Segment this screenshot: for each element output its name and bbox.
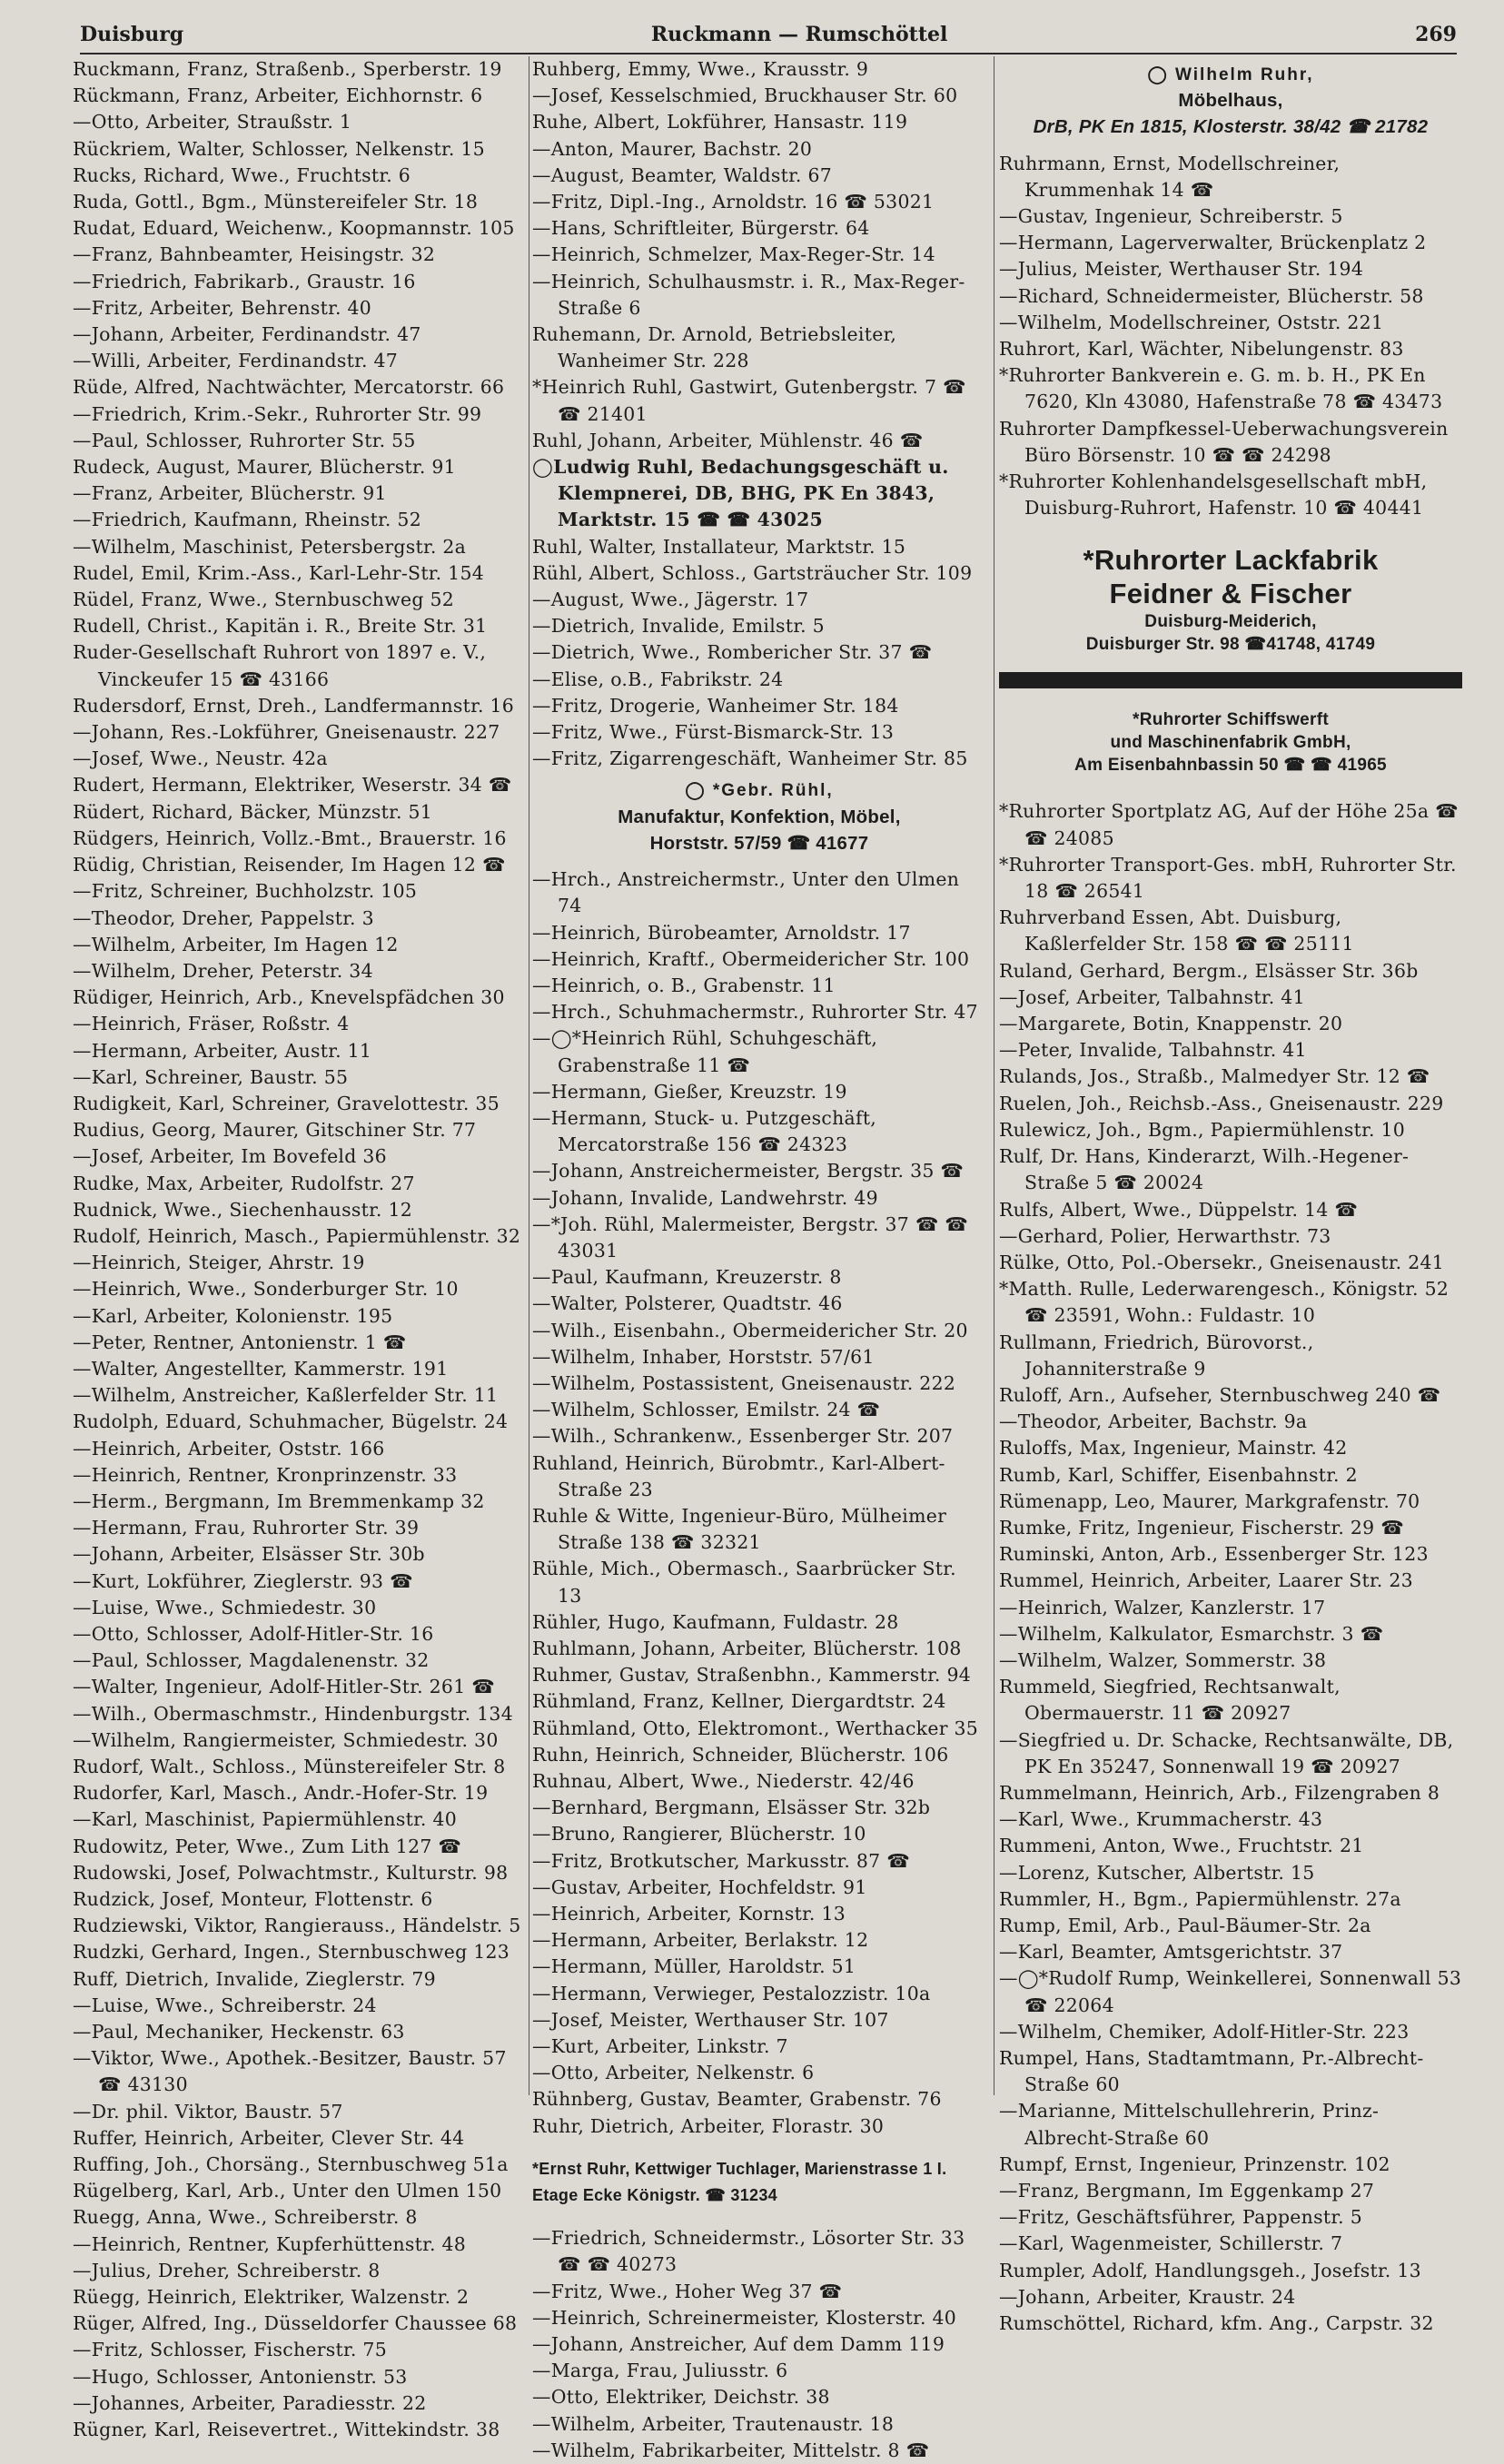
listing-entry: Rumpel, Hans, Stadtamtmann, Pr.-Albrecht-Straße 60 <box>999 2047 1424 2096</box>
listing-entry: —Theodor, Dreher, Pappelstr. 3 <box>73 906 374 929</box>
listing-entry: Rudorfer, Karl, Masch., Andr.-Hofer-Str. 19 <box>73 1782 489 1805</box>
listing-entry: —Bruno, Rangierer, Blücherstr. 10 <box>532 1823 866 1846</box>
listing-entry: Rumke, Fritz, Ingenieur, Fischerstr. 29 ☎ <box>999 1516 1404 1539</box>
advert-line: Duisburg-Meiderich, <box>1144 612 1317 632</box>
listing-entry: Rudke, Max, Arbeiter, Rudolfstr. 27 <box>73 1172 415 1194</box>
listing-entry: —Anton, Maurer, Bachstr. 20 <box>532 137 813 160</box>
advert-title: ◯ Wilhelm Ruhr, <box>1147 65 1314 84</box>
listing-entry: —Karl, Schreiner, Baustr. 55 <box>73 1065 349 1088</box>
listing-entry: Rudell, Christ., Kapitän i. R., Breite Str. 31 <box>73 615 488 638</box>
listing-entry: Rühl, Albert, Schloss., Gartsträucher Str. 109 <box>532 561 973 584</box>
listing-entry: Ruda, Gottl., Bgm., Münstereifeler Str. 18 <box>73 191 479 213</box>
listing-entry: —Fritz, Zigarrengeschäft, Wanheimer Str. 85 <box>532 747 968 770</box>
listing-entry: —Hans, Schriftleiter, Bürgerstr. 64 <box>532 217 870 240</box>
listing-entry: —Theodor, Arbeiter, Bachstr. 9a <box>999 1410 1308 1433</box>
listing-entry: —Peter, Rentner, Antonienstr. 1 ☎ <box>73 1331 407 1353</box>
listing-entry: Rüdig, Christian, Reisender, Im Hagen 12 ☎ <box>73 854 506 876</box>
advert-title: *Ruhrorter Lackfabrik <box>1083 544 1379 577</box>
listing-entry: —Franz, Bergmann, Im Eggenkamp 27 <box>999 2180 1375 2202</box>
listing-entry: —Dietrich, Invalide, Emilstr. 5 <box>532 615 825 638</box>
listing-entry: —Josef, Arbeiter, Talbahnstr. 41 <box>999 985 1305 1008</box>
listing-entry: —Otto, Arbeiter, Nelkenstr. 6 <box>532 2062 815 2084</box>
listing-entry: Rüdel, Franz, Wwe., Sternbuschweg 52 <box>73 589 455 611</box>
advert-line: Duisburger Str. 98 ☎41748, 41749 <box>1085 635 1376 655</box>
listing-entry: —Johann, Res.-Lokführer, Gneisenaustr. 227 <box>73 721 500 744</box>
entry-list <box>999 798 1462 2337</box>
listing-entry: —Viktor, Wwe., Apothek.-Besitzer, Baustr. 57 ☎ 43130 <box>73 2047 507 2096</box>
listing-entry: Rudel, Emil, Krim.-Ass., Karl-Lehr-Str. 154 <box>73 561 484 584</box>
listing-entry: —Fritz, Arbeiter, Behrenstr. 40 <box>73 296 372 319</box>
listing-entry: —Gustav, Arbeiter, Hochfeldstr. 91 <box>532 1875 867 1898</box>
advert-line: Möbelhaus, <box>1178 91 1283 112</box>
listing-entry: Ruffing, Joh., Chorsäng., Sternbuschweg 51a <box>73 2153 509 2176</box>
listing-entry: —Wilhelm, Kalkulator, Esmarchstr. 3 ☎ <box>999 1622 1384 1645</box>
listing-entry: —Heinrich, Wwe., Sonderburger Str. 10 <box>73 1278 459 1301</box>
listing-entry: Rüdgers, Heinrich, Vollz.-Bmt., Brauerstr. 16 <box>73 826 507 849</box>
listing-entry: Rudolph, Eduard, Schuhmacher, Bügelstr. 24 <box>73 1410 509 1433</box>
listing-entry: Rullmann, Friedrich, Bürovorst., Johanniterstraße 9 <box>999 1331 1314 1380</box>
listing-entry: Rückmann, Franz, Arbeiter, Eichhornstr. 6 <box>73 84 483 107</box>
listing-entry: Rüdiger, Heinrich, Arb., Knevelspfädchen 30 <box>73 986 505 1009</box>
spacer <box>999 777 1462 798</box>
listing-entry: Rulewicz, Joh., Bgm., Papiermühlenstr. 10 <box>999 1118 1406 1141</box>
listing-entry: —Wilhelm, Modellschreiner, Oststr. 221 <box>999 311 1384 333</box>
column-3 <box>999 56 1462 2335</box>
listing-entry: —Hermann, Stuck- u. Putzgeschäft, Mercatorstraße 156 ☎ 24323 <box>532 1106 877 1156</box>
listing-entry: —Hrch., Anstreichermstr., Unter den Ulmen 74 <box>532 868 960 917</box>
listing-entry: Ruhr, Dietrich, Arbeiter, Florastr. 30 <box>532 2114 885 2137</box>
listing-entry: —Johannes, Arbeiter, Paradiesstr. 22 <box>73 2391 427 2414</box>
listing-entry: Rudzki, Gerhard, Ingen., Sternbuschweg 123 <box>73 1941 510 1964</box>
listing-entry: —Herm., Bergmann, Im Bremmenkamp 32 <box>73 1489 485 1512</box>
listing-entry: Ruhle & Witte, Ingenieur-Büro, Mülheimer Straße 138 ☎ 32321 <box>532 1504 947 1554</box>
listing-entry: —Josef, Kesselschmied, Bruckhauser Str. 60 <box>532 84 958 107</box>
listing-entry: Rumpf, Ernst, Ingenieur, Prinzenstr. 102 <box>999 2152 1390 2175</box>
listing-entry: —Heinrich, Arbeiter, Oststr. 166 <box>73 1437 385 1460</box>
listing-entry: —Wilhelm, Arbeiter, Im Hagen 12 <box>73 933 399 955</box>
listing-entry: —Karl, Wwe., Krummacherstr. 43 <box>999 1808 1323 1831</box>
header-city: Duisburg <box>80 23 184 46</box>
listing-entry: —Karl, Maschinist, Papiermühlenstr. 40 <box>73 1808 458 1831</box>
listing-entry: —Peter, Invalide, Talbahnstr. 41 <box>999 1039 1307 1062</box>
listing-entry: —Richard, Schneidermeister, Blücherstr. 58 <box>999 284 1424 307</box>
listing-entry: —Walter, Ingenieur, Adolf-Hitler-Str. 261 ☎ <box>73 1676 495 1698</box>
listing-entry: Ruckmann, Franz, Straßenb., Sperberstr. 19 <box>73 58 502 80</box>
listing-entry: Rühle, Mich., Obermasch., Saarbrücker Str. 13 <box>532 1558 956 1607</box>
listing-entry: *Ruhrorter Kohlenhandelsgesellschaft mbH, Duisburg-Ruhrort, Hafenstr. 10 ☎ 40441 <box>999 470 1428 520</box>
listing-entry: Ruhrmann, Ernst, Modellschreiner, Krummenhak 14 ☎ <box>999 152 1341 201</box>
listing-entry: —Walter, Polsterer, Quadtstr. 46 <box>532 1292 843 1315</box>
listing-entry: —Fritz, Dipl.-Ing., Arnoldstr. 16 ☎ 53021 <box>532 191 935 213</box>
listing-entry: Ruloffs, Max, Ingenieur, Mainstr. 42 <box>999 1437 1348 1460</box>
listing-entry: —Kurt, Arbeiter, Linkstr. 7 <box>532 2035 788 2058</box>
advert-title: Feidner & Fischer <box>1109 578 1352 610</box>
advert-line: Manufaktur, Konfektion, Möbel, <box>618 806 901 827</box>
entry-list <box>532 2225 986 2464</box>
listing-entry: —Franz, Bahnbeamter, Heisingstr. 32 <box>73 243 436 266</box>
listing-entry: —◯*Rudolf Rump, Weinkellerei, Sonnenwall 53 ☎ 22064 <box>999 1967 1462 2016</box>
listing-entry: —August, Beamter, Waldstr. 67 <box>532 163 833 186</box>
spacer <box>532 2140 986 2156</box>
listing-entry: Rulf, Dr. Hans, Kinderarzt, Wilh.-Hegener-Straße 5 ☎ 20024 <box>999 1145 1410 1194</box>
listing-entry: Ruhnau, Albert, Wwe., Niederstr. 42/46 <box>532 1770 915 1792</box>
listing-entry: *Matth. Rulle, Lederwarengesch., Königstr. 52 ☎ 23591, Wohn.: Fuldastr. 10 <box>999 1278 1450 1327</box>
listing-entry: *Ruhrorter Bankverein e. G. m. b. H., PK En 7620, Kln 43080, Hafenstraße 78 ☎ 43473 <box>999 364 1443 413</box>
listing-entry: —Johann, Anstreichermeister, Bergstr. 35 ☎ <box>532 1160 965 1183</box>
page-header <box>80 16 1457 54</box>
listing-entry: Rumpler, Adolf, Handlungsgeh., Josefstr. 13 <box>999 2259 1421 2281</box>
listing-entry: Ruhn, Heinrich, Schneider, Blücherstr. 106 <box>532 1743 949 1766</box>
listing-entry: —Marga, Frau, Juliusstr. 6 <box>532 2360 788 2382</box>
listing-entry: —Fritz, Wwe., Hoher Weg 37 ☎ <box>532 2280 843 2302</box>
listing-entry: —Karl, Wagenmeister, Schillerstr. 7 <box>999 2232 1343 2255</box>
listing-entry: *Ruhrorter Transport-Ges. mbH, Ruhrorter Str. 18 ☎ 26541 <box>999 853 1457 903</box>
listing-entry: Ruder-Gesellschaft Ruhrort von 1897 e. V., Vinckeufer 15 ☎ 43166 <box>73 641 487 690</box>
listing-entry: —Josef, Wwe., Neustr. 42a <box>73 747 328 770</box>
listing-entry-ruhl-bedachung: ◯Ludwig Ruhl, Bedachungsgeschäft u. Klempnerei, DB, BHG, PK En 3843, Marktstr. 15 ☎ ☎ 43025 <box>532 456 949 531</box>
listing-entry: —Otto, Schlosser, Adolf-Hitler-Str. 16 <box>73 1622 434 1645</box>
listing-entry: —Hrch., Schuhmachermstr., Ruhrorter Str. 47 <box>532 1001 978 1024</box>
listing-entry: Rummeld, Siegfried, Rechtsanwalt, Obermauerstr. 11 ☎ 20927 <box>999 1676 1341 1725</box>
advert-wilhelm-ruhr <box>999 62 1462 142</box>
listing-entry: —Karl, Beamter, Amtsgerichtstr. 37 <box>999 1941 1343 1964</box>
listing-entry: —Hermann, Frau, Ruhrorter Str. 39 <box>73 1517 420 1539</box>
listing-entry: —Karl, Arbeiter, Kolonienstr. 195 <box>73 1304 393 1327</box>
listing-entry: —Hermann, Arbeiter, Berlakstr. 12 <box>532 1929 869 1952</box>
listing-entry: —Fritz, Wwe., Fürst-Bismarck-Str. 13 <box>532 721 895 744</box>
listing-entry: Rummelmann, Heinrich, Arb., Filzengraben 8 <box>999 1781 1440 1804</box>
listing-entry: —Heinrich, Steiger, Ahrstr. 19 <box>73 1252 365 1274</box>
listing-entry: —Wilhelm, Anstreicher, Kaßlerfelder Str. 11 <box>73 1384 499 1407</box>
listing-entry: —Lorenz, Kutscher, Albertstr. 15 <box>999 1861 1315 1884</box>
listing-entry: —Heinrich, o. B., Grabenstr. 11 <box>532 974 836 996</box>
listing-entry: —Walter, Angestellter, Kammerstr. 191 <box>73 1357 449 1380</box>
listing-entry: —Willi, Arbeiter, Ferdinandstr. 47 <box>73 350 399 372</box>
listing-entry: —Dr. phil. Viktor, Baustr. 57 <box>73 2100 343 2123</box>
spacer <box>532 2209 986 2225</box>
entry-list <box>532 56 986 454</box>
listing-entry: Rudius, Georg, Maurer, Gitschiner Str. 77 <box>73 1119 477 1142</box>
advert-schiffswerft <box>999 708 1462 777</box>
listing-entry: Rummler, H., Bgm., Papiermühlenstr. 27a <box>999 1887 1401 1910</box>
listing-entry: —*Joh. Rühl, Malermeister, Bergstr. 37 ☎ ☎ 43031 <box>532 1212 969 1262</box>
listing-entry: —Dietrich, Wwe., Rombericher Str. 37 ☎ <box>532 641 933 664</box>
listing-entry: Ruhrort, Karl, Wächter, Nibelungenstr. 83 <box>999 338 1404 361</box>
listing-entry: Rümenapp, Leo, Maurer, Markgrafenstr. 70 <box>999 1489 1420 1512</box>
listing-entry: —Hermann, Müller, Haroldstr. 51 <box>532 1955 856 1978</box>
listing-entry: Ruminski, Anton, Arb., Essenberger Str. 123 <box>999 1543 1429 1566</box>
listing-entry: —Heinrich, Fräser, Roßstr. 4 <box>73 1013 350 1035</box>
listing-entry: —Fritz, Brotkutscher, Markusstr. 87 ☎ <box>532 1849 910 1872</box>
listing-entry: Rülke, Otto, Pol.-Obersekr., Gneisenaustr. 241 <box>999 1251 1445 1273</box>
listing-entry: Rudowski, Josef, Polwachtmstr., Kulturstr. 98 <box>73 1861 509 1884</box>
listing-entry: Rulands, Jos., Straßb., Malmedyer Str. 12 ☎ <box>999 1065 1430 1088</box>
listing-entry: *Ruhrorter Sportplatz AG, Auf der Höhe 25a ☎ ☎ 24085 <box>999 800 1459 849</box>
listing-entry: —Hermann, Lagerverwalter, Brückenplatz 2 <box>999 232 1427 254</box>
listing-entry: —Fritz, Geschäftsführer, Pappenstr. 5 <box>999 2206 1363 2229</box>
listing-entry: Rucks, Richard, Wwe., Fruchtstr. 6 <box>73 163 411 186</box>
listing-entry: —Wilhelm, Dreher, Peterstr. 34 <box>73 959 373 982</box>
advert-line: DrB, PK En 1815, Klosterstr. 38/42 ☎ 21782 <box>1033 117 1429 138</box>
listing-entry: —Heinrich, Rentner, Kronprinzenstr. 33 <box>73 1463 458 1486</box>
listing-entry: Rüegg, Heinrich, Elektriker, Walzenstr. 2 <box>73 2286 470 2309</box>
listing-entry: Rudigkeit, Karl, Schreiner, Gravelottestr. 35 <box>73 1092 500 1114</box>
listing-entry: —Friedrich, Schneidermstr., Lösorter Str. 33 ☎ ☎ 40273 <box>532 2227 965 2276</box>
listing-entry: —Heinrich, Schreinermeister, Klosterstr. 40 <box>532 2306 957 2329</box>
listing-entry: —Wilh., Schrankenw., Essenberger Str. 207 <box>532 1425 954 1448</box>
listing-entry: —Johann, Arbeiter, Ferdinandstr. 47 <box>73 323 421 346</box>
column-2 <box>532 56 986 2461</box>
listing-entry: —Gerhard, Polier, Herwarthstr. 73 <box>999 1224 1331 1247</box>
listing-entry: —Heinrich, Rentner, Kupferhüttenstr. 48 <box>73 2232 467 2255</box>
listing-entry: —August, Wwe., Jägerstr. 17 <box>532 589 809 611</box>
listing-entry: —Kurt, Lokführer, Zieglerstr. 93 ☎ <box>73 1569 413 1592</box>
listing-entry: —Wilhelm, Walzer, Sommerstr. 38 <box>999 1648 1327 1671</box>
listing-entry: —Paul, Schlosser, Ruhrorter Str. 55 <box>73 429 416 451</box>
listing-entry: —Hermann, Arbeiter, Austr. 11 <box>73 1039 372 1062</box>
listing-entry: —Wilhelm, Rangiermeister, Schmiedestr. 30 <box>73 1728 499 1751</box>
listing-entry: —Paul, Mechaniker, Heckenstr. 63 <box>73 2021 405 2043</box>
listing-entry: —Julius, Dreher, Schreiberstr. 8 <box>73 2259 381 2281</box>
listing-entry: —Margarete, Botin, Knappenstr. 20 <box>999 1013 1343 1035</box>
listing-entry: —Heinrich, Schulhausmstr. i. R., Max-Reger-Straße 6 <box>532 270 965 319</box>
listing-entry: Ruhberg, Emmy, Wwe., Krausstr. 9 <box>532 58 869 80</box>
listing-entry: Rummeni, Anton, Wwe., Fruchtstr. 21 <box>999 1835 1364 1857</box>
listing-entry: —Otto, Arbeiter, Straußstr. 1 <box>73 111 352 134</box>
listing-entry: Rüde, Alfred, Nachtwächter, Mercatorstr. 66 <box>73 376 505 399</box>
advert-line: und Maschinenfabrik GmbH, <box>1110 733 1351 753</box>
advert-ernst-ruhr: *Ernst Ruhr, Kettwiger Tuchlager, Marienstrasse 1 I. Etage Ecke Königstr. ☎ 31234 <box>532 2159 947 2205</box>
listing-entry: Ruhlmann, Johann, Arbeiter, Blücherstr. 108 <box>532 1637 962 1659</box>
listing-entry: —Johann, Invalide, Landwehrstr. 49 <box>532 1186 878 1209</box>
listing-entry: —Otto, Elektriker, Deichstr. 38 <box>532 2386 830 2409</box>
listing-entry: Rüger, Alfred, Ing., Düsseldorfer Chaussee 68 <box>73 2312 518 2335</box>
listing-entry: Rühmland, Otto, Elektromont., Werthacker 35 <box>532 1717 979 1739</box>
listing-entry: —Bernhard, Bergmann, Elsässer Str. 32b <box>532 1796 931 1819</box>
listing-entry: —Fritz, Schlosser, Fischerstr. 75 <box>73 2339 387 2361</box>
listing-entry: —Paul, Schlosser, Magdalenenstr. 32 <box>73 1649 430 1672</box>
advert-title: ◯ *Gebr. Rühl, <box>685 781 834 801</box>
listing-entry: —Fritz, Drogerie, Wanheimer Str. 184 <box>532 694 899 717</box>
listing-entry: Rügelberg, Karl, Arb., Unter den Ulmen 150 <box>73 2180 502 2202</box>
listing-entry: —Wilhelm, Maschinist, Petersbergstr. 2a <box>73 535 467 558</box>
listing-entry: Rügner, Karl, Reisevertret., Wittekindstr. 38 <box>73 2419 500 2441</box>
listing-entry: —Paul, Kaufmann, Kreuzerstr. 8 <box>532 1266 842 1289</box>
listing-entry: Ruffer, Heinrich, Arbeiter, Clever Str. 44 <box>73 2126 465 2149</box>
listing-entry: —Elise, o.B., Fabrikstr. 24 <box>532 668 784 690</box>
listing-entry: Rudersdorf, Ernst, Dreh., Landfermannstr. 16 <box>73 694 515 717</box>
listing-entry: Rulfs, Albert, Wwe., Düppelstr. 14 ☎ <box>999 1198 1359 1221</box>
header-range: Ruckmann — Rumschöttel <box>650 23 948 46</box>
listing-entry: Ruhrverband Essen, Abt. Duisburg, Kaßlerfelder Str. 158 ☎ ☎ 25111 <box>999 906 1354 955</box>
listing-entry: —Hugo, Schlosser, Antonienstr. 53 <box>73 2365 408 2388</box>
listing-entry: —Heinrich, Schmelzer, Max-Reger-Str. 14 <box>532 243 935 266</box>
listing-entry: —Wilh., Obermaschmstr., Hindenburgstr. 134 <box>73 1702 513 1725</box>
listing-entry: Rühmland, Franz, Kellner, Diergardtstr. 24 <box>532 1690 946 1713</box>
listing-entry: —◯*Heinrich Rühl, Schuhgeschäft, Grabenstraße 11 ☎ <box>532 1027 878 1076</box>
listing-entry: —Johann, Arbeiter, Elsässer Str. 30b <box>73 1543 425 1566</box>
entry-list <box>532 534 986 773</box>
advert-title: *Ruhrorter Schiffswerft <box>1133 710 1329 730</box>
listing-entry: —Heinrich, Kraftf., Obermeidericher Str. 100 <box>532 947 970 970</box>
listing-entry: —Josef, Arbeiter, Im Bovefeld 36 <box>73 1145 387 1168</box>
advert-line: Horststr. 57/59 ☎ 41677 <box>649 833 869 854</box>
listing-entry: —Heinrich, Walzer, Kanzlerstr. 17 <box>999 1596 1326 1618</box>
black-bar-divider <box>999 672 1462 688</box>
listing-entry: —Luise, Wwe., Schreiberstr. 24 <box>73 1994 377 2016</box>
listing-entry: —Wilhelm, Schlosser, Emilstr. 24 ☎ <box>532 1399 881 1421</box>
listing-entry: Rumb, Karl, Schiffer, Eisenbahnstr. 2 <box>999 1463 1358 1486</box>
listing-entry: Rump, Emil, Arb., Paul-Bäumer-Str. 2a <box>999 1914 1371 1936</box>
listing-entry: Ruland, Gerhard, Bergm., Elsässer Str. 36b <box>999 959 1419 982</box>
listing-entry: Rühnberg, Gustav, Beamter, Grabenstr. 76 <box>532 2088 942 2111</box>
listing-entry: Rudolf, Heinrich, Masch., Papiermühlenstr. 32 <box>73 1224 521 1247</box>
listing-entry: Ruhmer, Gustav, Straßenbhn., Kammerstr. 94 <box>532 1664 971 1687</box>
advert-lackfabrik <box>999 543 1462 656</box>
listing-entry: Rudnick, Wwe., Siechenhausstr. 12 <box>73 1198 413 1221</box>
listing-entry: —Franz, Arbeiter, Blücherstr. 91 <box>73 482 387 505</box>
listing-entry: —Josef, Meister, Werthauser Str. 107 <box>532 2008 889 2031</box>
listing-entry: Rudziewski, Viktor, Rangierauss., Händelstr. 5 <box>73 1915 521 1937</box>
listing-entry: Rühler, Hugo, Kaufmann, Fuldastr. 28 <box>532 1610 899 1633</box>
listing-entry: Rumschöttel, Richard, kfm. Ang., Carpstr. 32 <box>999 2312 1434 2335</box>
page-number: 269 <box>1415 23 1457 46</box>
listing-entry: Rudzick, Josef, Monteur, Flottenstr. 6 <box>73 1888 433 1911</box>
spacer <box>999 521 1462 543</box>
listing-entry: Rudowitz, Peter, Wwe., Zum Lith 127 ☎ <box>73 1835 462 1857</box>
advert-gebr-ruehl <box>532 777 986 857</box>
entry-list <box>73 56 522 2443</box>
listing-entry: —Heinrich, Arbeiter, Kornstr. 13 <box>532 1903 846 1925</box>
listing-entry: Rudorf, Walt., Schloss., Münstereifeler Str. 8 <box>73 1756 506 1777</box>
listing-entry: —Johann, Anstreicher, Auf dem Damm 119 <box>532 2333 945 2356</box>
listing-entry: —Wilhelm, Arbeiter, Trautenaustr. 18 <box>532 2412 895 2435</box>
listing-entry: —Hermann, Verwieger, Pestalozzistr. 10a <box>532 1982 931 2004</box>
listing-entry: Rudert, Hermann, Elektriker, Weserstr. 34 ☎ <box>73 774 512 797</box>
listing-entry: Ruelen, Joh., Reichsb.-Ass., Gneisenaustr. 229 <box>999 1092 1444 1114</box>
listing-entry: —Marianne, Mittelschullehrerin, Prinz-Albrecht-Straße 60 <box>999 2100 1380 2149</box>
listing-entry: —Friedrich, Krim.-Sekr., Ruhrorter Str. 99 <box>73 402 482 425</box>
listing-entry: —Wilhelm, Inhaber, Horststr. 57/61 <box>532 1345 875 1368</box>
listing-entry: *Heinrich Ruhl, Gastwirt, Gutenbergstr. 7 ☎ ☎ 21401 <box>532 376 966 425</box>
listing-entry: Ruegg, Anna, Wwe., Schreiberstr. 8 <box>73 2206 418 2229</box>
entry-list <box>999 151 1462 522</box>
listing-entry: —Fritz, Schreiner, Buchholzstr. 105 <box>73 880 418 903</box>
listing-entry: Ruhrorter Dampfkessel-Ueberwachungsverein Büro Börsenstr. 10 ☎ ☎ 24298 <box>999 417 1449 466</box>
listing-entry: —Wilhelm, Fabrikarbeiter, Mittelstr. 8 ☎ <box>532 2439 930 2461</box>
listing-entry: —Julius, Meister, Werthauser Str. 194 <box>999 258 1364 281</box>
listing-entry: Ruhemann, Dr. Arnold, Betriebsleiter, Wanheimer Str. 228 <box>532 323 897 372</box>
listing-entry: —Hermann, Gießer, Kreuzstr. 19 <box>532 1080 847 1103</box>
listing-entry: —Wilh., Eisenbahn., Obermeidericher Str. 20 <box>532 1319 968 1341</box>
listing-entry: —Friedrich, Fabrikarb., Graustr. 16 <box>73 270 416 292</box>
advert-line: Am Eisenbahnbassin 50 ☎ ☎ 41965 <box>1074 756 1387 776</box>
listing-entry: —Johann, Arbeiter, Kraustr. 24 <box>999 2285 1296 2308</box>
listing-entry: —Wilhelm, Postassistent, Gneisenaustr. 222 <box>532 1371 956 1394</box>
listing-entry: Ruhland, Heinrich, Bürobmtr., Karl-Albert-Straße 23 <box>532 1451 945 1500</box>
listing-entry: Ruhl, Johann, Arbeiter, Mühlenstr. 46 ☎ <box>532 429 924 451</box>
listing-entry: —Siegfried u. Dr. Schacke, Rechtsanwälte, DB, PK En 35247, Sonnenwall 19 ☎ 20927 <box>999 1728 1454 1777</box>
listing-entry: Ruhl, Walter, Installateur, Marktstr. 15 <box>532 535 906 558</box>
listing-entry: Rummel, Heinrich, Arbeiter, Laarer Str. 23 <box>999 1569 1413 1592</box>
listing-entry: Ruff, Dietrich, Invalide, Zieglerstr. 79 <box>73 1967 436 1990</box>
listing-entry: Rückriem, Walter, Schlosser, Nelkenstr. 15 <box>73 137 485 160</box>
listing-entry: Ruhe, Albert, Lokführer, Hansastr. 119 <box>532 111 908 134</box>
listing-entry: Rüdert, Richard, Bäcker, Münzstr. 51 <box>73 800 433 823</box>
listing-entry: —Luise, Wwe., Schmiedestr. 30 <box>73 1596 377 1618</box>
column-1 <box>73 56 522 2441</box>
listing-entry: Rudeck, August, Maurer, Blücherstr. 91 <box>73 456 456 479</box>
listing-entry: —Wilhelm, Chemiker, Adolf-Hitler-Str. 223 <box>999 2020 1410 2043</box>
listing-entry: Ruloff, Arn., Aufseher, Sternbuschweg 240 ☎ <box>999 1383 1441 1406</box>
listing-entry: —Friedrich, Kaufmann, Rheinstr. 52 <box>73 509 421 531</box>
listing-entry: —Heinrich, Bürobeamter, Arnoldstr. 17 <box>532 921 911 944</box>
listing-entry: —Gustav, Ingenieur, Schreiberstr. 5 <box>999 205 1343 228</box>
entry-list <box>532 866 986 2140</box>
listing-entry: Rudat, Eduard, Weichenw., Koopmannstr. 105 <box>73 217 515 240</box>
